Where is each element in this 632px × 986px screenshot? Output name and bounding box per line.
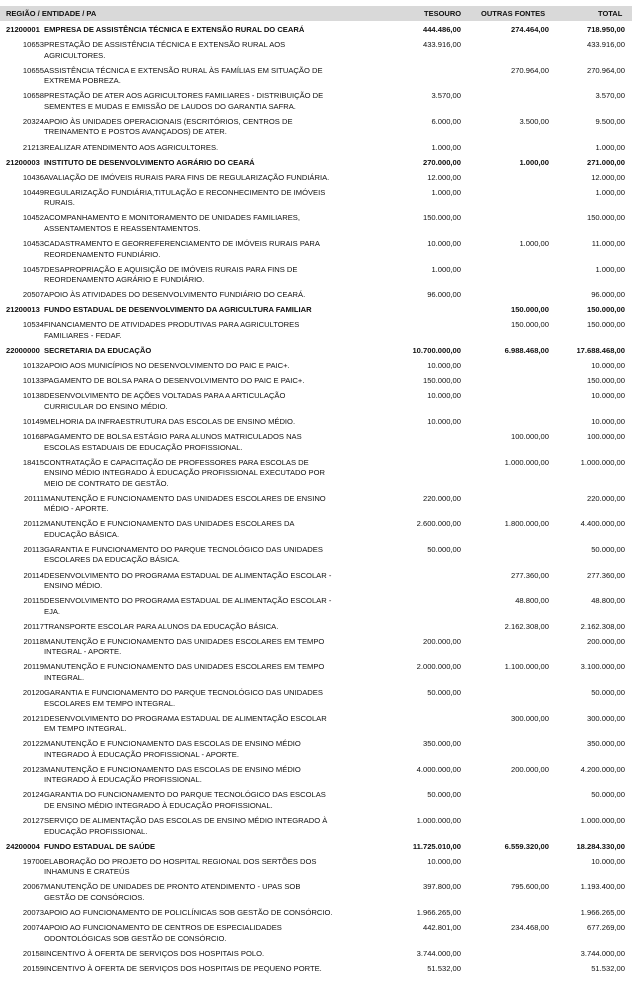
description-line: INTEGRAL - APORTE. bbox=[44, 647, 122, 657]
tesouro-value: 1.000.000,00 bbox=[416, 816, 461, 825]
total-value: 1.966.265,00 bbox=[580, 907, 625, 917]
row-code: 21200003 bbox=[6, 157, 40, 167]
total-value: 200.000,00 bbox=[586, 636, 625, 646]
total-value: 51.532,00 bbox=[591, 963, 625, 973]
outras-fontes-value: 1.000,00 bbox=[519, 239, 549, 248]
description-line: EM TEMPO INTEGRAL. bbox=[44, 724, 127, 734]
outras-fontes-value: 270.964,00 bbox=[510, 65, 549, 75]
row-description bbox=[44, 842, 342, 853]
outras-fontes-value: 48.800,00 bbox=[515, 596, 549, 606]
tesouro-value: 10.700.000,00 bbox=[412, 346, 461, 355]
tesouro-value: 10.000,00 bbox=[427, 856, 461, 866]
outras-fontes-value: 1.000,00 bbox=[519, 157, 549, 167]
tesouro-value: 150.000,00 bbox=[422, 213, 461, 223]
row-code: 20121 bbox=[22, 713, 44, 723]
description-line: INTEGRADO À EDUCAÇÃO PROFISSIONAL - APORTE. bbox=[44, 749, 239, 759]
total-value: 3.100.000,00 bbox=[580, 662, 625, 672]
tesouro-value: 220.000,00 bbox=[422, 493, 461, 503]
row-description bbox=[44, 790, 342, 811]
total-value: 4.400.000,00 bbox=[580, 519, 625, 529]
total-value: 12.000,00 bbox=[591, 172, 625, 182]
total-value: 1.000,00 bbox=[595, 187, 625, 197]
row-code: 10149 bbox=[22, 416, 44, 426]
description-line: INHAMUNS E CRATEÚS bbox=[44, 867, 130, 877]
row-code: 20158 bbox=[22, 948, 44, 958]
tesouro-value: 442.801,00 bbox=[422, 923, 461, 932]
description-line: INTEGRADO À EDUCAÇÃO PROFISSIONAL. bbox=[44, 775, 202, 785]
description-line: ENSINO MÉDIO INTEGRADO À EDUCAÇÃO PROFISSIONAL EXECUTADO POR bbox=[44, 468, 326, 478]
outras-fontes-value: 6.988.468,00 bbox=[504, 346, 549, 355]
tesouro-value: 3.570,00 bbox=[431, 91, 461, 101]
outras-fontes-value: 274.464,00 bbox=[510, 25, 549, 34]
description-line: PAGAMENTO DE BOLSA PARA O DESENVOLVIMENTO DO PAIC E PAIC+. bbox=[44, 376, 305, 386]
row-code: 20507 bbox=[22, 290, 44, 300]
col-total-header: TOTAL bbox=[598, 9, 623, 18]
row-description bbox=[44, 519, 342, 540]
description-line: MANUTENÇÃO E FUNCIONAMENTO DAS ESCOLAS DE ENSINO MÉDIO bbox=[44, 739, 301, 749]
description-line: PRESTAÇÃO DE ASSISTÊNCIA TÉCNICA E EXTENSÃO RURAL AOS bbox=[44, 40, 286, 50]
description-line: DESENVOLVIMENTO DO PROGRAMA ESTADUAL DE ALIMENTAÇÃO ESCOLAR - bbox=[44, 570, 332, 580]
row-code: 20113 bbox=[23, 544, 44, 554]
col-region-header: REGIÃO / ENTIDADE / PA bbox=[6, 9, 97, 18]
description-line: ESCOLARES DA EDUCAÇÃO BÁSICA. bbox=[44, 555, 180, 565]
total-value: 300.000,00 bbox=[586, 713, 625, 723]
description-line: MANUTENÇÃO E FUNCIONAMENTO DAS UNIDADES ESCOLARES DA bbox=[44, 519, 295, 529]
description-line: DESAPROPRIAÇÃO E AQUISIÇÃO DE IMÓVEIS RURAIS PARA FINS DE bbox=[44, 264, 298, 274]
row-code: 21200013 bbox=[6, 305, 40, 315]
row-description bbox=[44, 376, 342, 387]
total-value: 18.284.330,00 bbox=[576, 841, 625, 851]
tesouro-value: 4.000.000,00 bbox=[416, 764, 461, 774]
row-code: 20112 bbox=[23, 519, 44, 529]
row-description bbox=[44, 305, 342, 316]
row-description bbox=[44, 213, 342, 234]
description-line: SECRETARIA DA EDUCAÇÃO bbox=[44, 346, 152, 355]
tesouro-value: 350.000,00 bbox=[422, 739, 461, 749]
total-value: 10.000,00 bbox=[591, 361, 625, 371]
row-code: 18415 bbox=[22, 457, 44, 467]
row-code: 20159 bbox=[22, 963, 44, 973]
outras-fontes-value: 1.000.000,00 bbox=[504, 457, 549, 467]
description-line: REALIZAR ATENDIMENTO AOS AGRICULTORES. bbox=[44, 142, 219, 152]
table-header bbox=[0, 6, 632, 21]
description-line: GESTÃO DE CONSÓRCIOS. bbox=[44, 892, 145, 902]
description-line: INTEGRAL. bbox=[44, 672, 85, 682]
description-line: MELHORIA DA INFRAESTRUTURA DAS ESCOLAS DE ENSINO MÉDIO. bbox=[44, 416, 296, 426]
outras-fontes-value: 150.000,00 bbox=[510, 320, 549, 330]
row-description bbox=[44, 596, 342, 617]
row-description bbox=[44, 857, 342, 878]
total-value: 718.950,00 bbox=[586, 25, 625, 34]
tesouro-value: 10.000,00 bbox=[427, 391, 461, 401]
row-description bbox=[44, 239, 342, 260]
total-value: 270.964,00 bbox=[586, 65, 625, 75]
row-code: 10534 bbox=[22, 320, 44, 330]
row-code: 10658 bbox=[22, 91, 44, 101]
tesouro-value: 10.000,00 bbox=[427, 416, 461, 426]
total-value: 677.269,00 bbox=[586, 923, 625, 932]
row-code: 20118 bbox=[23, 636, 44, 646]
total-value: 17.688.468,00 bbox=[576, 346, 625, 355]
row-code: 20124 bbox=[22, 790, 44, 800]
total-value: 220.000,00 bbox=[586, 493, 625, 503]
tesouro-value: 200.000,00 bbox=[422, 636, 461, 646]
row-description bbox=[44, 765, 342, 786]
total-value: 50.000,00 bbox=[591, 790, 625, 800]
row-description bbox=[44, 25, 342, 36]
tesouro-value: 2.600.000,00 bbox=[416, 519, 461, 529]
total-value: 271.000,00 bbox=[586, 157, 625, 167]
row-description bbox=[44, 173, 342, 184]
row-description bbox=[44, 949, 342, 960]
total-value: 2.162.308,00 bbox=[580, 621, 625, 631]
total-value: 350.000,00 bbox=[586, 739, 625, 749]
description-line: APOIO AO FUNCIONAMENTO DE POLICLÍNICAS SOB GESTÃO DE CONSÓRCIO. bbox=[44, 907, 333, 917]
tesouro-value: 1.000,00 bbox=[431, 142, 461, 152]
description-line: CONTRATAÇÃO E CAPACITAÇÃO DE PROFESSORES PARA ESCOLAS DE bbox=[44, 457, 309, 467]
tesouro-value: 1.000,00 bbox=[431, 187, 461, 197]
description-line: REORDENAMENTO AGRÁRIO E FUNDIÁRIO. bbox=[44, 275, 205, 285]
total-value: 4.200.000,00 bbox=[580, 764, 625, 774]
row-code: 24200004 bbox=[6, 841, 40, 851]
outras-fontes-value: 1.800.000,00 bbox=[504, 519, 549, 529]
row-code: 20122 bbox=[22, 739, 44, 749]
description-line: MANUTENÇÃO E FUNCIONAMENTO DAS UNIDADES ESCOLARES EM TEMPO bbox=[44, 662, 325, 672]
description-line: ELABORAÇÃO DO PROJETO DO HOSPITAL REGIONAL DOS SERTÕES DOS bbox=[44, 856, 317, 866]
total-value: 277.360,00 bbox=[586, 570, 625, 580]
tesouro-value: 10.000,00 bbox=[427, 361, 461, 371]
outras-fontes-value: 277.360,00 bbox=[510, 570, 549, 580]
total-value: 10.000,00 bbox=[591, 391, 625, 401]
row-description bbox=[44, 816, 342, 837]
total-value: 150.000,00 bbox=[586, 320, 625, 330]
tesouro-value: 1.966.265,00 bbox=[416, 907, 461, 917]
total-value: 96.000,00 bbox=[591, 290, 625, 300]
description-line: DESENVOLVIMENTO DO PROGRAMA ESTADUAL DE ALIMENTAÇÃO ESCOLAR bbox=[44, 713, 327, 723]
description-line: CADASTRAMENTO E GEORREFERENCIAMENTO DE IMÓVEIS RURAIS PARA bbox=[44, 239, 320, 248]
tesouro-value: 2.000.000,00 bbox=[416, 662, 461, 672]
tesouro-value: 11.725.010,00 bbox=[412, 841, 461, 851]
row-description bbox=[44, 637, 342, 658]
description-line: ODONTOLÓGICAS SOB GESTÃO DE CONSÓRCIO. bbox=[44, 933, 227, 943]
row-description bbox=[44, 458, 342, 490]
total-value: 50.000,00 bbox=[591, 688, 625, 697]
row-description bbox=[44, 417, 342, 428]
description-line: APOIO AOS MUNICÍPIOS NO DESENVOLVIMENTO DO PAIC E PAIC+. bbox=[44, 361, 290, 371]
total-value: 150.000,00 bbox=[586, 376, 625, 386]
row-description bbox=[44, 923, 342, 944]
row-code: 20127 bbox=[22, 816, 44, 825]
outras-fontes-value: 2.162.308,00 bbox=[504, 621, 549, 631]
tesouro-value: 1.000,00 bbox=[431, 264, 461, 274]
total-value: 100.000,00 bbox=[586, 432, 625, 441]
description-line: ACOMPANHAMENTO E MONITORAMENTO DE UNIDADES FAMILIARES, bbox=[44, 213, 300, 223]
row-description bbox=[44, 714, 342, 735]
description-line: APOIO ÀS UNIDADES OPERACIONAIS (ESCRITÓRIOS, CENTROS DE bbox=[44, 116, 293, 126]
tesouro-value: 444.486,00 bbox=[422, 25, 461, 34]
row-code: 20111 bbox=[24, 493, 44, 503]
tesouro-value: 6.000,00 bbox=[431, 116, 461, 126]
tesouro-value: 50.000,00 bbox=[427, 688, 461, 697]
outras-fontes-value: 1.100.000,00 bbox=[504, 662, 549, 672]
row-description bbox=[44, 40, 342, 61]
description-line: SERVIÇO DE ALIMENTAÇÃO DAS ESCOLAS DE ENSINO MÉDIO INTEGRADO À bbox=[44, 816, 328, 825]
description-line: GARANTIA E FUNCIONAMENTO DO PARQUE TECNOLÓGICO DAS UNIDADES bbox=[44, 688, 323, 697]
total-value: 150.000,00 bbox=[586, 213, 625, 223]
row-description bbox=[44, 908, 342, 919]
total-value: 150.000,00 bbox=[586, 305, 625, 315]
description-line: EDUCAÇÃO PROFISSIONAL. bbox=[44, 826, 148, 836]
total-value: 433.916,00 bbox=[586, 40, 625, 50]
row-description bbox=[44, 545, 342, 566]
total-value: 1.000,00 bbox=[595, 264, 625, 274]
description-line: FUNDO ESTADUAL DE SAÚDE bbox=[44, 841, 156, 851]
description-line: DE ENSINO MÉDIO INTEGRADO À EDUCAÇÃO PROFISSIONAL. bbox=[44, 800, 273, 810]
description-line: ASSENTAMENTOS E REASSENTAMENTOS. bbox=[44, 223, 201, 233]
row-code: 20119 bbox=[23, 662, 44, 672]
outras-fontes-value: 150.000,00 bbox=[510, 305, 549, 315]
description-line: REGULARIZAÇÃO FUNDIÁRIA,TITULAÇÃO E RECONHECIMENTO DE IMÓVEIS bbox=[44, 187, 326, 197]
row-description bbox=[44, 188, 342, 209]
outras-fontes-value: 234.468,00 bbox=[510, 923, 549, 932]
tesouro-value: 12.000,00 bbox=[427, 172, 461, 182]
row-code: 22000000 bbox=[6, 346, 40, 355]
outras-fontes-value: 300.000,00 bbox=[510, 713, 549, 723]
description-line: MANUTENÇÃO E FUNCIONAMENTO DAS ESCOLAS DE ENSINO MÉDIO bbox=[44, 764, 301, 774]
description-line: MÉDIO - APORTE. bbox=[44, 504, 109, 514]
row-description bbox=[44, 391, 342, 412]
row-code: 10138 bbox=[22, 391, 44, 401]
tesouro-value: 433.916,00 bbox=[422, 40, 461, 50]
row-description bbox=[44, 117, 342, 138]
description-line: GARANTIA DO FUNCIONAMENTO DO PARQUE TECNOLÓGICO DAS ESCOLAS bbox=[44, 790, 326, 800]
tesouro-value: 50.000,00 bbox=[427, 790, 461, 800]
row-description bbox=[44, 622, 342, 633]
total-value: 3.744.000,00 bbox=[580, 948, 625, 958]
total-value: 10.000,00 bbox=[591, 856, 625, 866]
row-description bbox=[44, 739, 342, 760]
row-code: 10655 bbox=[22, 65, 44, 75]
description-line: AGRICULTORES. bbox=[44, 50, 106, 60]
row-description bbox=[44, 143, 342, 154]
row-code: 20120 bbox=[22, 688, 44, 697]
row-code: 10457 bbox=[22, 264, 44, 274]
col-outras-header: OUTRAS FONTES bbox=[481, 9, 546, 18]
description-line: INSTITUTO DE DESENVOLVIMENTO AGRÁRIO DO CEARÁ bbox=[44, 157, 255, 167]
row-description bbox=[44, 571, 342, 592]
total-value: 3.570,00 bbox=[595, 91, 625, 101]
row-description bbox=[44, 158, 342, 169]
description-line: INCENTIVO À OFERTA DE SERVIÇOS DOS HOSPITAIS DE PEQUENO PORTE. bbox=[44, 963, 322, 973]
tesouro-value: 3.744.000,00 bbox=[416, 948, 461, 958]
row-code: 20114 bbox=[23, 570, 44, 580]
row-code: 20073 bbox=[22, 907, 44, 917]
description-line: PAGAMENTO DE BOLSA ESTÁGIO PARA ALUNOS MATRICULADOS NAS bbox=[44, 432, 302, 441]
total-value: 9.500,00 bbox=[595, 116, 625, 126]
description-line: MEIO DE CONTRATO DE GESTÃO. bbox=[44, 478, 169, 488]
description-line: RURAIS. bbox=[44, 198, 75, 208]
row-code: 10133 bbox=[22, 376, 44, 386]
row-code: 10449 bbox=[22, 187, 44, 197]
row-code: 10453 bbox=[22, 239, 44, 248]
total-value: 11.000,00 bbox=[591, 239, 625, 248]
outras-fontes-value: 6.559.320,00 bbox=[504, 841, 549, 851]
tesouro-value: 150.000,00 bbox=[422, 376, 461, 386]
total-value: 1.000.000,00 bbox=[580, 457, 625, 467]
row-code: 10452 bbox=[22, 213, 44, 223]
row-code: 20324 bbox=[22, 116, 44, 126]
row-code: 10168 bbox=[22, 432, 44, 441]
row-code: 21200001 bbox=[6, 25, 40, 34]
tesouro-value: 270.000,00 bbox=[422, 157, 461, 167]
description-line: FUNDO ESTADUAL DE DESENVOLVIMENTO DA AGRICULTURA FAMILIAR bbox=[44, 305, 312, 315]
row-description bbox=[44, 66, 342, 87]
row-description bbox=[44, 494, 342, 515]
description-line: TREINAMENTO E POSTOS AVANÇADOS) DE ATER. bbox=[44, 127, 227, 137]
row-code: 10132 bbox=[22, 361, 44, 371]
row-code: 20117 bbox=[23, 621, 44, 631]
row-code: 10436 bbox=[22, 172, 44, 182]
row-description bbox=[44, 91, 342, 112]
row-description bbox=[44, 688, 342, 709]
total-value: 1.193.400,00 bbox=[580, 882, 625, 892]
tesouro-value: 397.800,00 bbox=[422, 882, 461, 892]
description-line: ENSINO MÉDIO. bbox=[44, 581, 103, 590]
description-line: TRANSPORTE ESCOLAR PARA ALUNOS DA EDUCAÇÃO BÁSICA. bbox=[44, 621, 279, 631]
description-line: GARANTIA E FUNCIONAMENTO DO PARQUE TECNOLÓGICO DAS UNIDADES bbox=[44, 544, 323, 554]
description-line: MANUTENÇÃO E FUNCIONAMENTO DAS UNIDADES ESCOLARES DE ENSINO bbox=[44, 493, 326, 503]
total-value: 10.000,00 bbox=[591, 416, 625, 426]
col-tesouro-header: TESOURO bbox=[424, 9, 462, 18]
description-line: MANUTENÇÃO E FUNCIONAMENTO DAS UNIDADES ESCOLARES EM TEMPO bbox=[44, 636, 325, 646]
description-line: MANUTENÇÃO DE UNIDADES DE PRONTO ATENDIMENTO - UPAS SOB bbox=[44, 882, 301, 892]
outras-fontes-value: 100.000,00 bbox=[510, 432, 549, 441]
description-line: EDUCAÇÃO BÁSICA. bbox=[44, 529, 120, 539]
description-line: REORDENAMENTO FUNDIÁRIO. bbox=[44, 249, 161, 259]
row-description bbox=[44, 662, 342, 683]
row-code: 20074 bbox=[22, 923, 44, 932]
outras-fontes-value: 200.000,00 bbox=[510, 764, 549, 774]
tesouro-value: 50.000,00 bbox=[427, 544, 461, 554]
outras-fontes-value: 795.600,00 bbox=[510, 882, 549, 892]
description-line: ESCOLARES EM TEMPO INTEGRAL. bbox=[44, 698, 176, 708]
tesouro-value: 10.000,00 bbox=[427, 239, 461, 248]
total-value: 1.000.000,00 bbox=[580, 816, 625, 825]
description-line: DESENVOLVIMENTO DE AÇÕES VOLTADAS PARA A ARTICULAÇÃO bbox=[44, 391, 286, 401]
description-line: EMPRESA DE ASSISTÊNCIA TÉCNICA E EXTENSÃO RURAL DO CEARÁ bbox=[44, 25, 305, 34]
description-line: APOIO ÀS ATIVIDADES DO DESENVOLVIMENTO FUNDIÁRIO DO CEARÁ. bbox=[44, 290, 306, 300]
row-description bbox=[44, 964, 342, 975]
description-line: FAMILIARES - FEDAF. bbox=[44, 330, 122, 340]
row-description bbox=[44, 265, 342, 286]
total-value: 50.000,00 bbox=[591, 544, 625, 554]
total-value: 1.000,00 bbox=[595, 142, 625, 152]
row-description bbox=[44, 346, 342, 357]
description-line: DESENVOLVIMENTO DO PROGRAMA ESTADUAL DE ALIMENTAÇÃO ESCOLAR - bbox=[44, 596, 332, 606]
description-line: EXTREMA POBREZA. bbox=[44, 76, 121, 86]
description-line: AVALIAÇÃO DE IMÓVEIS RURAIS PARA FINS DE REGULARIZAÇÃO FUNDIÁRIA. bbox=[44, 172, 330, 182]
row-code: 10653 bbox=[22, 40, 44, 50]
description-line: SEMENTES E MUDAS E EMISSÃO DE LAUDOS DO GARANTIA SAFRA. bbox=[44, 101, 296, 111]
description-line: APOIO AO FUNCIONAMENTO DE CENTROS DE ESPECIALIDADES bbox=[44, 923, 282, 932]
description-line: PRESTAÇÃO DE ATER AOS AGRICULTORES FAMILIARES - DISTRIBUIÇÃO DE bbox=[44, 91, 324, 101]
row-code: 20123 bbox=[22, 764, 44, 774]
tesouro-value: 96.000,00 bbox=[427, 290, 461, 300]
row-code: 19700 bbox=[22, 856, 44, 866]
description-line: ESCOLAS ESTADUAIS DE EDUCAÇÃO PROFISSIONAL. bbox=[44, 442, 243, 452]
row-description bbox=[44, 882, 342, 903]
row-description bbox=[44, 320, 342, 341]
outras-fontes-value: 3.500,00 bbox=[519, 116, 549, 126]
description-line: ASSISTÊNCIA TÉCNICA E EXTENSÃO RURAL ÀS FAMÍLIAS EM SITUAÇÃO DE bbox=[44, 65, 323, 75]
description-line: INCENTIVO À OFERTA DE SERVIÇOS DOS HOSPITAIS POLO. bbox=[44, 948, 265, 958]
row-code: 21213 bbox=[22, 142, 44, 152]
row-description bbox=[44, 361, 342, 372]
total-value: 48.800,00 bbox=[591, 596, 625, 606]
row-description bbox=[44, 432, 342, 453]
description-line: EJA. bbox=[44, 606, 61, 616]
description-line: FINANCIAMENTO DE ATIVIDADES PRODUTIVAS PARA AGRICULTORES bbox=[44, 320, 300, 330]
tesouro-value: 51.532,00 bbox=[427, 963, 461, 973]
row-code: 20115 bbox=[23, 596, 44, 606]
row-code: 20067 bbox=[22, 882, 44, 892]
row-description bbox=[44, 290, 342, 301]
description-line: CURRICULAR DO ENSINO MÉDIO. bbox=[44, 401, 168, 411]
